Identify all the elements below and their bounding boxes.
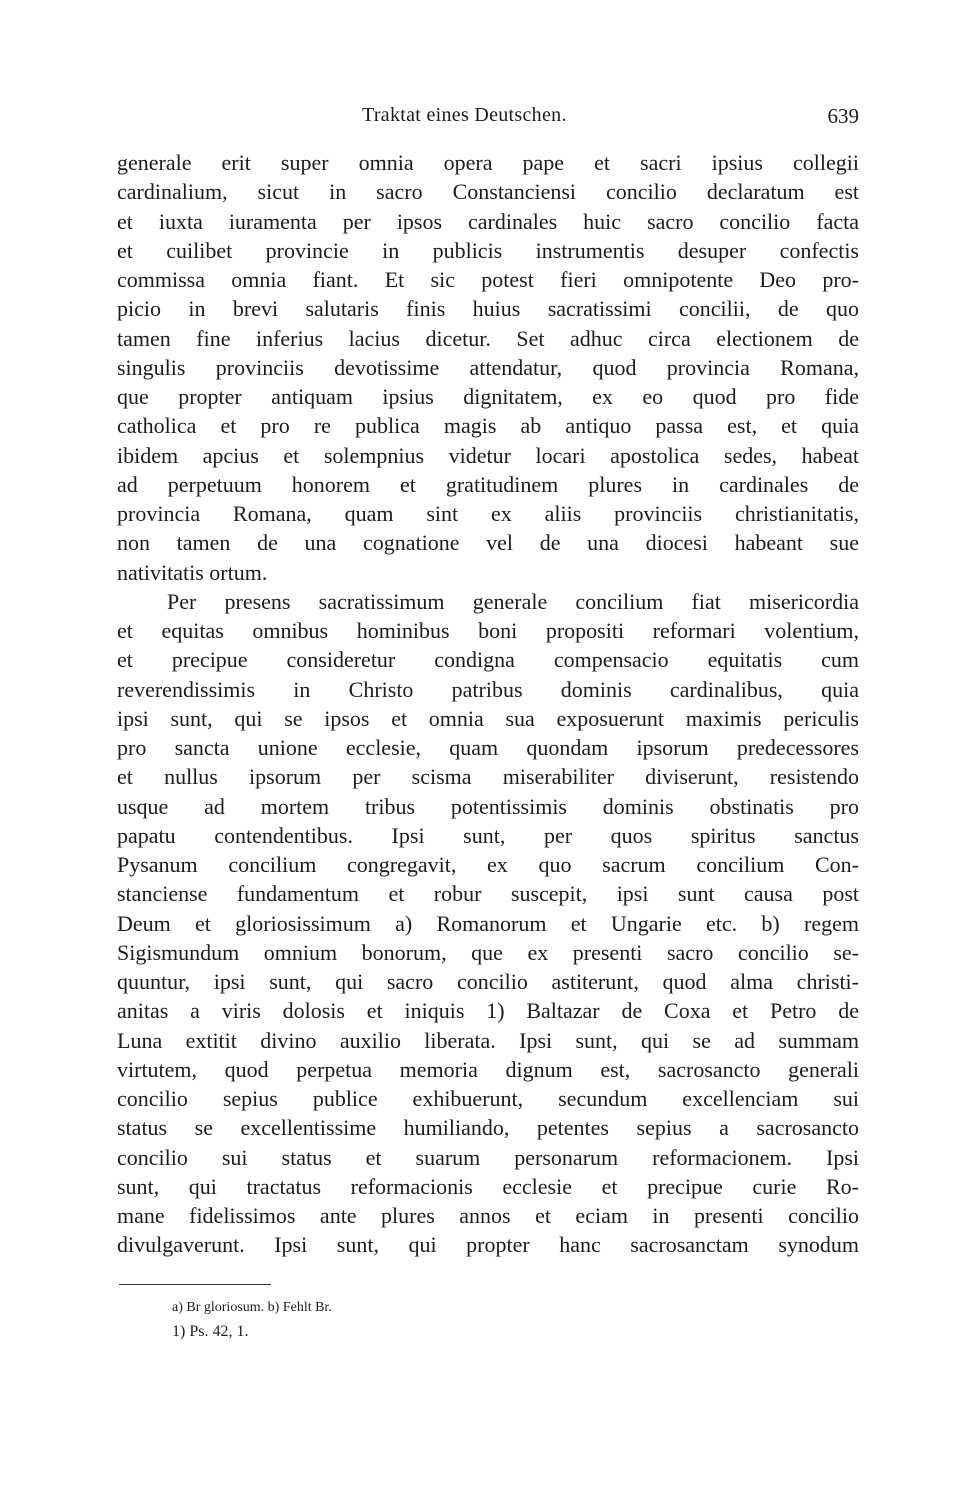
text-line: concilio sui status et suarum personarum reformacionem. Ipsi — [117, 1144, 859, 1170]
text-line: sunt, qui tractatus reformacionis ecclesie et precipue curie Ro- — [117, 1173, 859, 1199]
text-line: Luna extitit divino auxilio liberata. Ipsi sunt, qui se ad summam — [117, 1027, 859, 1053]
apparatus-note: a) Br gloriosum. b) Fehlt Br. — [172, 1300, 332, 1315]
page-number: 639 — [827, 104, 859, 128]
text-line: quuntur, ipsi sunt, qui sacro concilio astiterunt, quod alma christi- — [117, 969, 859, 994]
text-line: generale erit super omnia opera pape et sacri ipsius collegii — [117, 150, 859, 175]
text-line: anitas a viris dolosis et iniquis 1) Baltazar de Coxa et Petro de — [117, 998, 859, 1024]
text-line: et equitas omnibus hominibus boni propositi reformari volentium, — [117, 618, 859, 643]
text-line: mane fidelissimos ante plures annos et eciam in presenti concilio — [117, 1203, 859, 1228]
text-line: Per presens sacratissimum generale concilium fiat misericordia — [167, 588, 859, 614]
text-line: tamen fine inferius lacius dicetur. Set adhuc circa electionem de — [117, 325, 859, 351]
text-line: cardinalium, sicut in sacro Constanciensi concilio declaratum est — [117, 179, 859, 205]
text-line: virtutem, quod perpetua memoria dignum est, sacrosancto generali — [117, 1056, 859, 1082]
running-title: Traktat eines Deutschen. — [362, 104, 567, 126]
text-line: singulis provinciis devotissime attendatur, quod provincia Romana, — [117, 354, 859, 380]
text-line: nativitatis ortum. — [117, 559, 268, 585]
footnote-divider — [119, 1284, 271, 1285]
running-head — [117, 104, 859, 134]
text-line: ibidem apcius et solempnius videtur locari apostolica sedes, habeat — [117, 442, 859, 468]
text-line: et iuxta iuramenta per ipsos cardinales huic sacro concilio facta — [117, 208, 859, 234]
text-line: non tamen de una cognatione vel de una diocesi habeant sue — [117, 530, 859, 556]
text-line: usque ad mortem tribus potentissimis dominis obstinatis pro — [117, 793, 859, 819]
text-line: ad perpetuum honorem et gratitudinem plures in cardinales de — [117, 471, 859, 497]
text-line: et precipue consideretur condigna compensacio equitatis cum — [117, 647, 859, 673]
text-line: que propter antiquam ipsius dignitatem, ex eo quod pro fide — [117, 384, 859, 409]
text-line: catholica et pro re publica magis ab antiquo passa est, et quia — [117, 413, 859, 439]
text-line: Sigismundum omnium bonorum, que ex presenti sacro concilio se- — [117, 939, 859, 965]
body-text — [117, 148, 859, 1260]
text-line: provincia Romana, quam sint ex aliis provinciis christianitatis, — [117, 501, 859, 526]
source-note: 1) Ps. 42, 1. — [172, 1323, 249, 1340]
text-line: Pysanum concilium congregavit, ex quo sacrum concilium Con- — [117, 852, 859, 877]
text-line: concilio sepius publice exhibuerunt, secundum excellenciam sui — [117, 1086, 859, 1111]
text-line: ipsi sunt, qui se ipsos et omnia sua exposuerunt maximis periculis — [117, 705, 859, 731]
text-line: Deum et gloriosissimum a) Romanorum et Ungarie etc. b) regem — [117, 910, 859, 936]
text-line: picio in brevi salutaris finis huius sacratissimi concilii, de quo — [117, 296, 859, 322]
text-line: papatu contendentibus. Ipsi sunt, per quos spiritus sanctus — [117, 822, 859, 848]
footnotes — [172, 1296, 332, 1344]
text-line: reverendissimis in Christo patribus dominis cardinalibus, quia — [117, 676, 859, 702]
text-line: status se excellentissime humiliando, petentes sepius a sacrosancto — [117, 1115, 859, 1141]
text-line: stanciense fundamentum et robur suscepit, ipsi sunt causa post — [117, 881, 859, 907]
text-line: pro sancta unione ecclesie, quam quondam ipsorum predecessores — [117, 735, 859, 760]
text-line: et nullus ipsorum per scisma miserabiliter diviserunt, resistendo — [117, 764, 859, 790]
text-line: divulgaverunt. Ipsi sunt, qui propter hanc sacrosanctam synodum — [117, 1232, 859, 1258]
text-line: et cuilibet provincie in publicis instrumentis desuper confectis — [117, 237, 859, 263]
text-line: commissa omnia fiant. Et sic potest fieri omnipotente Deo pro- — [117, 267, 859, 292]
